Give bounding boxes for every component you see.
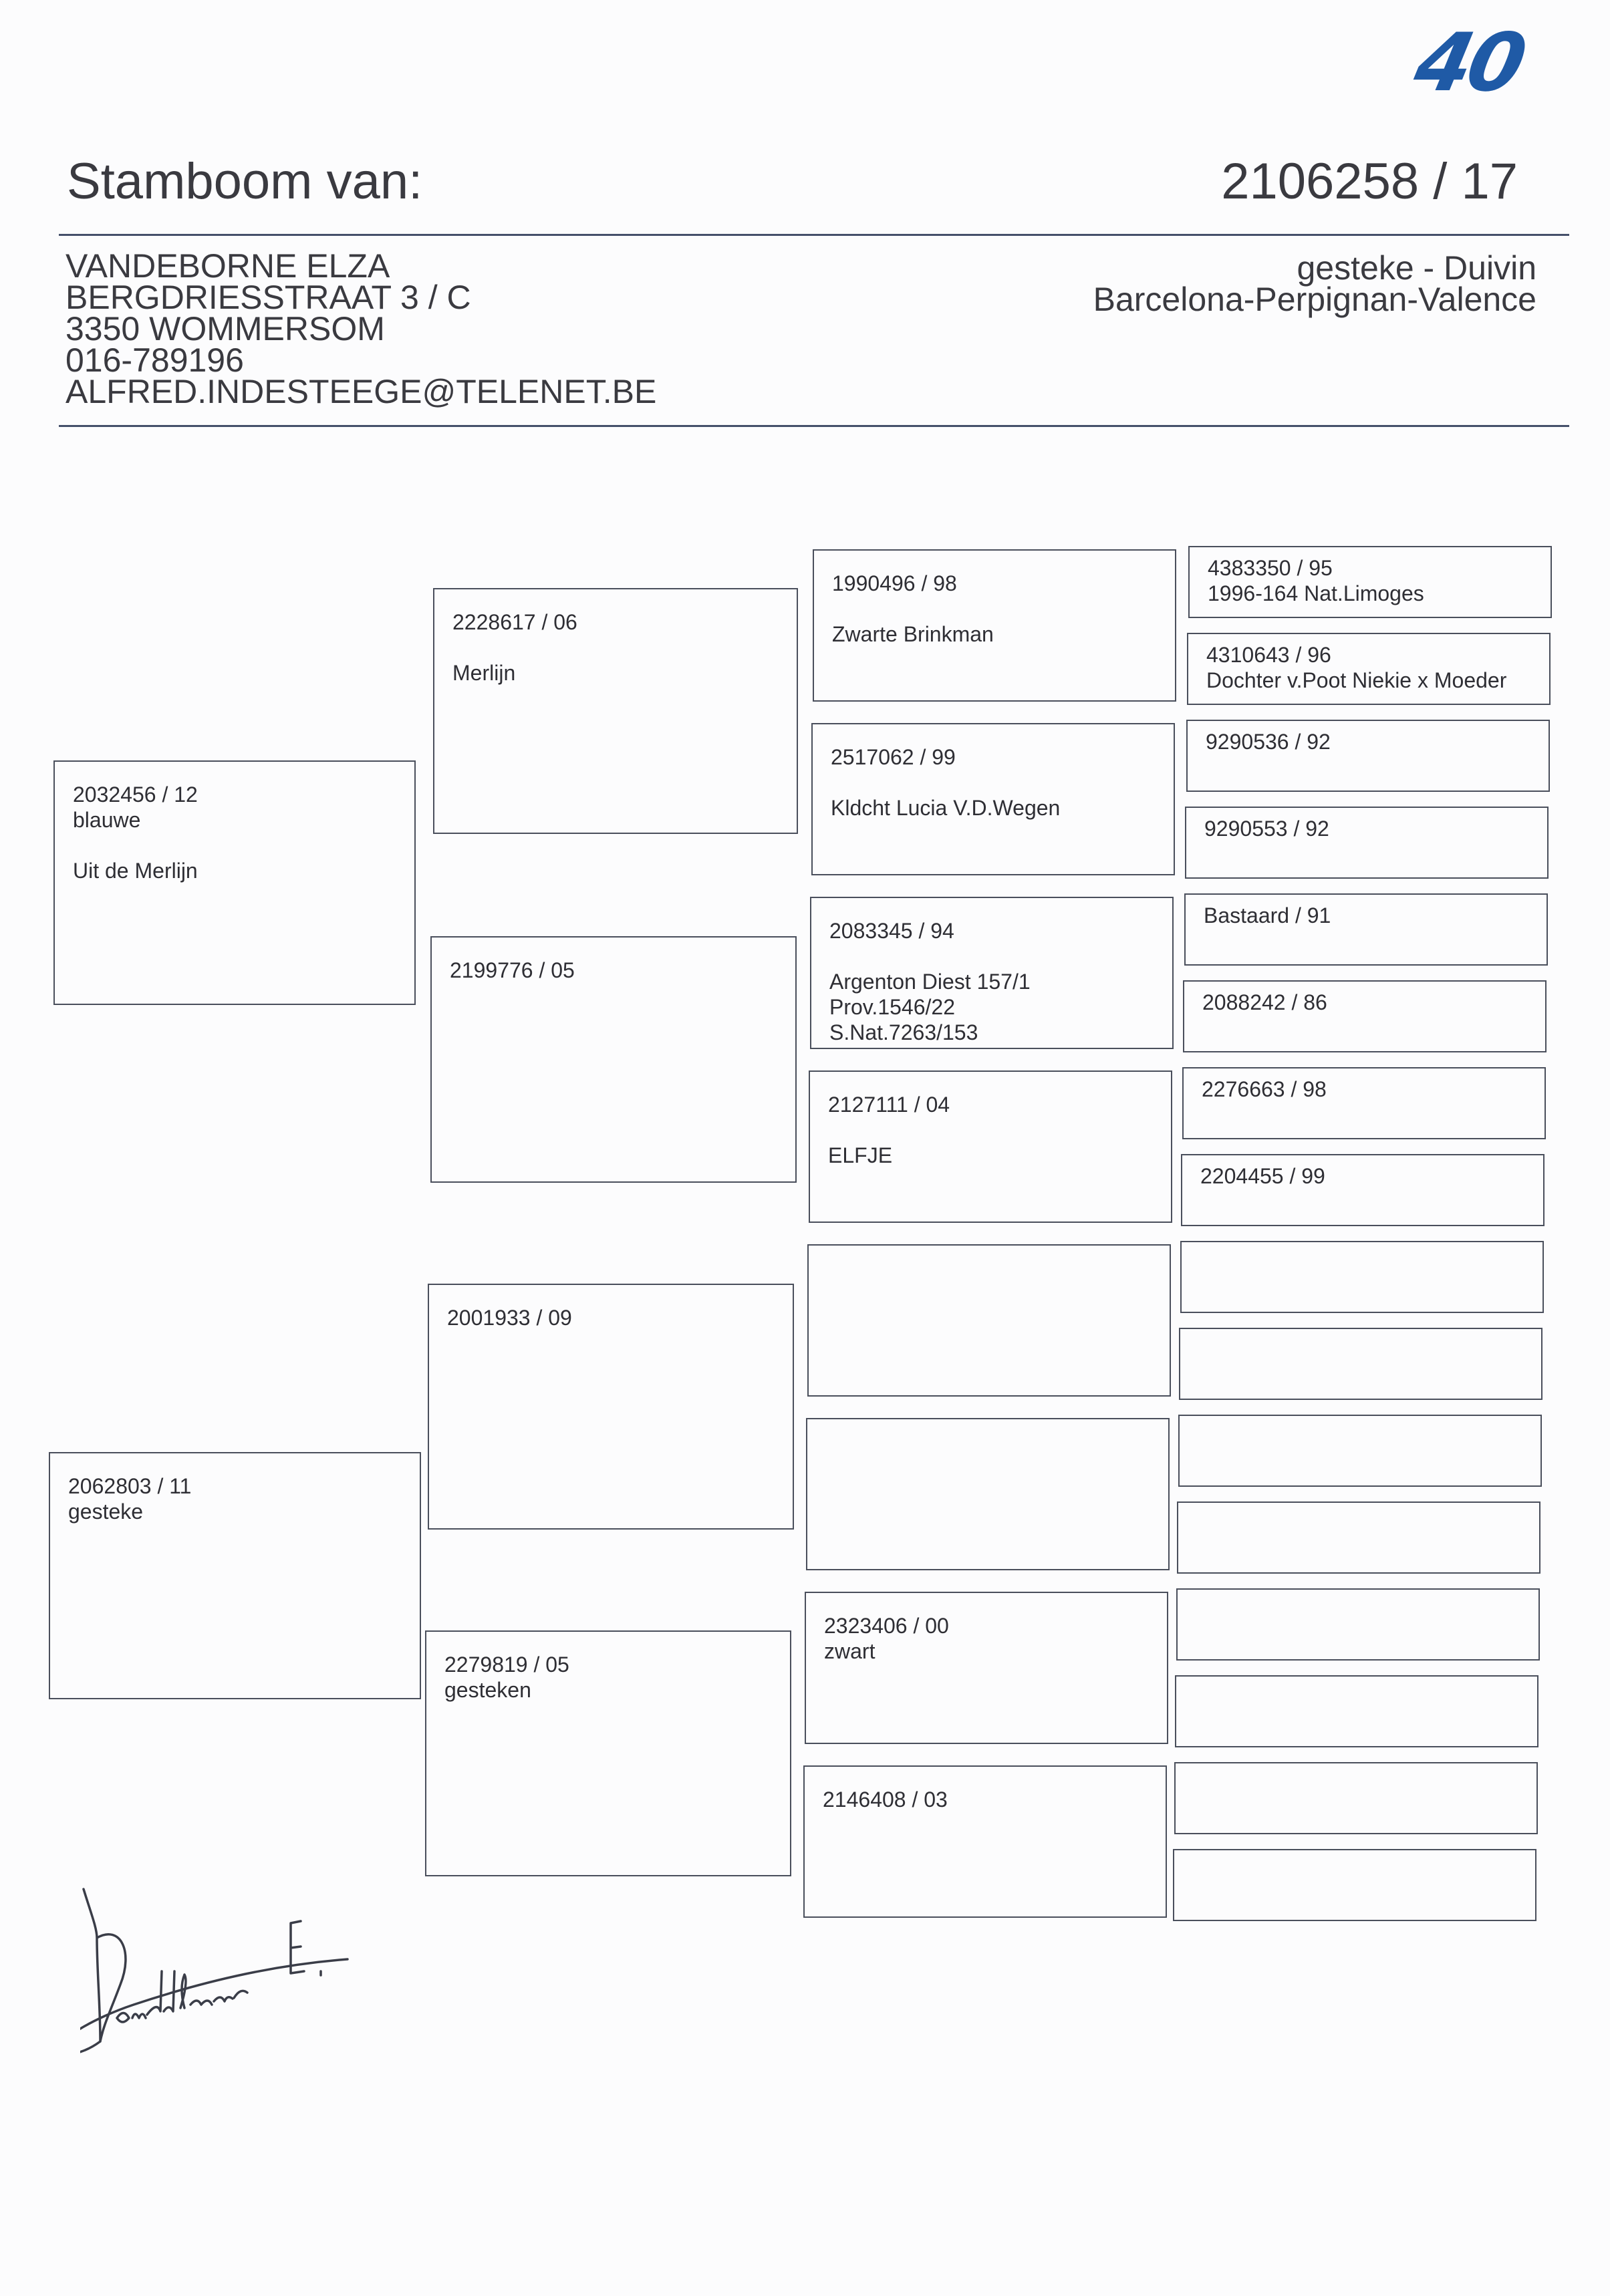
ring-label: 2323406 / 00 [824,1614,949,1638]
great-great-grandparent-box [1175,1675,1538,1747]
entry-line: S.Nat.7263/153 [829,1020,978,1044]
ring-label: 1990496 / 98 [832,571,957,595]
owner-street: BERGDRIESSTRAAT 3 / C [65,279,471,316]
great-great-grandparent-box [1174,1762,1538,1834]
pigeon-entry [828,1092,950,1168]
pigeon-entry [829,918,1031,1045]
entry-line: zwart [824,1639,876,1663]
parent-box [53,760,416,1005]
ring-label: 2276663 / 98 [1202,1077,1327,1101]
great-great-grandparent-box [1186,720,1550,792]
owner-phone: 016-789196 [65,341,244,379]
great-great-grandparent-box [1178,1415,1542,1487]
pigeon-entry [1202,1077,1327,1102]
ring-label: 9290536 / 92 [1206,730,1331,754]
owner-name: VANDEBORNE ELZA [65,247,390,285]
entry-line: ELFJE [828,1143,893,1167]
header-divider [59,234,1569,236]
ring-label: 4310643 / 96 [1206,643,1331,667]
pigeon-sex: gesteke - Duivin [1297,249,1536,287]
great-great-grandparent-box [1173,1849,1536,1921]
entry-line [832,596,994,621]
owner-divider [59,425,1569,427]
pigeon-entry [452,609,577,686]
ring-label: 2204455 / 99 [1200,1164,1325,1188]
pigeon-entry [447,1305,572,1330]
grandparent-box [428,1284,794,1530]
great-great-grandparent-box [1188,546,1552,618]
ring-label: 2199776 / 05 [450,958,575,982]
pigeon-info [1093,249,1536,318]
pigeon-entry [824,1613,949,1664]
pigeon-entry [450,958,575,983]
ring-number: 2106258 / 17 [1221,153,1518,210]
ring-label: 4383350 / 95 [1208,556,1333,580]
great-grandparent-box [805,1592,1168,1744]
ring-label: 9290553 / 92 [1204,817,1329,841]
entry-line: 1996-164 Nat.Limoges [1208,581,1424,605]
entry-line [73,833,198,858]
ring-label: Bastaard / 91 [1204,903,1331,927]
entry-line: Uit de Merlijn [73,859,198,883]
great-grandparent-box [813,549,1176,702]
great-great-grandparent-box [1180,1241,1544,1313]
entry-line: Zwarte Brinkman [832,622,994,646]
grandparent-box [433,588,798,834]
ring-label: 2279819 / 05 [444,1653,569,1677]
ring-label: 2062803 / 11 [68,1474,192,1498]
pigeon-entry [1206,729,1331,754]
owner-city: 3350 WOMMERSOM [65,310,385,347]
pigeon-entry [1204,816,1329,841]
pigeon-entry [831,744,1060,821]
great-great-grandparent-box [1183,980,1547,1052]
great-great-grandparent-box [1184,893,1548,966]
ring-label: 2146408 / 03 [823,1787,948,1812]
great-grandparent-box [810,897,1174,1049]
pigeon-entry [1204,903,1331,928]
pigeon-entry [444,1652,569,1703]
owner-block [65,247,657,410]
entry-line: Dochter v.Poot Niekie x Moeder [1206,668,1507,692]
great-great-grandparent-box [1185,807,1549,879]
entry-line: blauwe [73,808,141,832]
pigeon-entry [823,1787,948,1812]
entry-line [452,635,577,660]
great-great-grandparent-box [1179,1328,1542,1400]
ring-label: 2228617 / 06 [452,610,577,634]
pigeon-entry [1206,642,1506,693]
great-grandparent-box [806,1418,1170,1570]
great-grandparent-box [811,723,1175,875]
ring-label: 2127111 / 04 [828,1093,950,1117]
pigeon-entry [73,782,198,883]
entry-line: Prov.1546/22 [829,995,955,1019]
great-great-grandparent-box [1177,1501,1540,1574]
pigeon-entry [1202,990,1327,1015]
pigeon-achievement: Barcelona-Perpignan-Valence [1093,281,1536,318]
ring-label: 2083345 / 94 [829,919,954,943]
pigeon-entry [1208,555,1424,606]
great-great-grandparent-box [1187,633,1551,705]
handwritten-page-number: 40 [1407,17,1530,110]
pigeon-entry [1200,1163,1325,1189]
entry-line: Argenton Diest 157/1 [829,970,1031,994]
ring-label: 2001933 / 09 [447,1306,572,1330]
owner-email: ALFRED.INDESTEEGE@TELENET.BE [65,373,657,410]
entry-line [831,770,1060,795]
signature [80,1884,454,2058]
pigeon-entry [832,571,994,647]
great-great-grandparent-box [1181,1154,1545,1226]
parent-box [49,1452,421,1699]
ring-label: 2032456 / 12 [73,782,198,807]
ring-label: 2517062 / 99 [831,745,956,769]
entry-line: gesteken [444,1678,531,1702]
page-title: Stamboom van: [67,153,423,210]
great-grandparent-box [807,1244,1171,1397]
ring-label: 2088242 / 86 [1202,990,1327,1014]
great-great-grandparent-box [1182,1067,1546,1139]
grandparent-box [425,1630,791,1876]
entry-line: Merlijn [452,661,516,685]
grandparent-box [430,936,797,1183]
entry-line [828,1117,950,1143]
pigeon-entry [68,1473,191,1524]
great-grandparent-box [809,1070,1172,1223]
entry-line: gesteke [68,1499,144,1524]
great-grandparent-box [803,1765,1167,1918]
entry-line [829,944,1031,969]
great-great-grandparent-box [1176,1588,1540,1661]
entry-line: Kldcht Lucia V.D.Wegen [831,796,1061,820]
